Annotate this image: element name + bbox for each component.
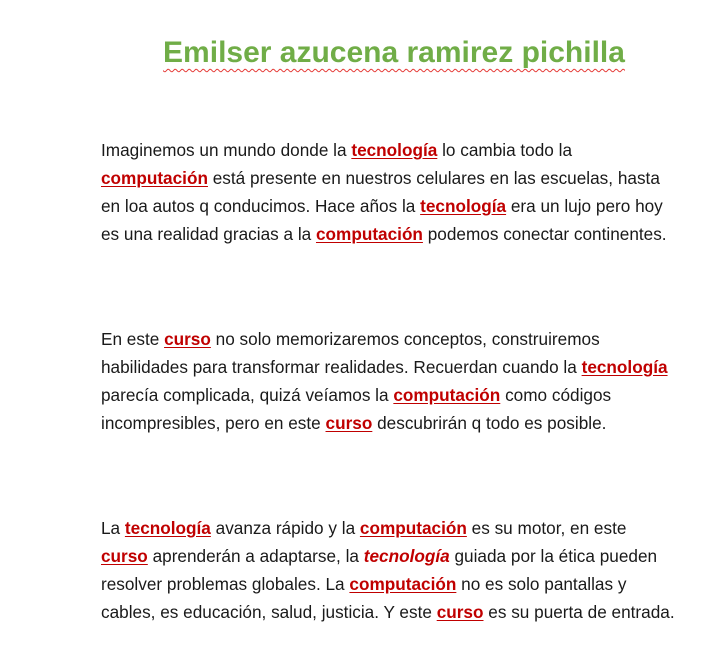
text-run: aprenderán a adaptarse, la xyxy=(147,546,364,566)
keyword: computación xyxy=(101,168,208,188)
keyword: computación xyxy=(349,574,457,594)
text-run: no solo memorizaremos conceptos, construiremos habilidades para transformar realidades. Recuerdan cuando la xyxy=(101,329,600,377)
keyword: tecnología xyxy=(351,140,438,160)
text-run: La xyxy=(101,518,125,538)
keyword: tecnología xyxy=(581,357,668,377)
document-title xyxy=(0,36,728,70)
text-run: lo cambia todo la xyxy=(437,140,573,160)
text-run: En este xyxy=(101,329,165,349)
text-run: está presente en nuestros celulares en las escuelas, hasta en loa autos q conducimos. Hace años la xyxy=(101,168,660,216)
keyword: computación xyxy=(359,518,467,538)
keyword: tecnología xyxy=(420,196,507,216)
keyword: curso xyxy=(101,546,148,566)
document-title-text: Emilser azucena ramirez pichilla xyxy=(163,36,625,69)
text-run: descubrirán q todo es posible. xyxy=(372,413,607,433)
text-run: parecía complicada, quizá veíamos la xyxy=(101,385,394,405)
keyword: curso xyxy=(436,602,484,622)
keyword: curso xyxy=(325,413,373,433)
text-run: podemos conectar continentes. xyxy=(422,224,667,244)
paragraph-1 xyxy=(101,136,676,248)
paragraph-2 xyxy=(101,325,676,437)
paragraph-3 xyxy=(101,514,676,626)
text-run: como códigos incompresibles, pero en este xyxy=(101,385,612,433)
keyword: computación xyxy=(393,385,501,405)
keyword: tecnología xyxy=(363,546,450,566)
text-run: avanza rápido y la xyxy=(210,518,360,538)
text-run: es su motor, en este xyxy=(466,518,627,538)
keyword: curso xyxy=(164,329,211,349)
text-run: guiada por la ética pueden resolver problemas globales. La xyxy=(101,546,658,594)
text-run: Imaginemos un mundo donde la xyxy=(101,140,352,160)
keyword: computación xyxy=(315,224,423,244)
text-run: no es solo pantallas y cables, es educación, salud, justicia. Y este xyxy=(101,574,627,622)
text-run: es su puerta de entrada. xyxy=(483,602,675,622)
text-run: era un lujo pero hoy es una realidad gracias a la xyxy=(101,196,663,244)
keyword: tecnología xyxy=(124,518,211,538)
